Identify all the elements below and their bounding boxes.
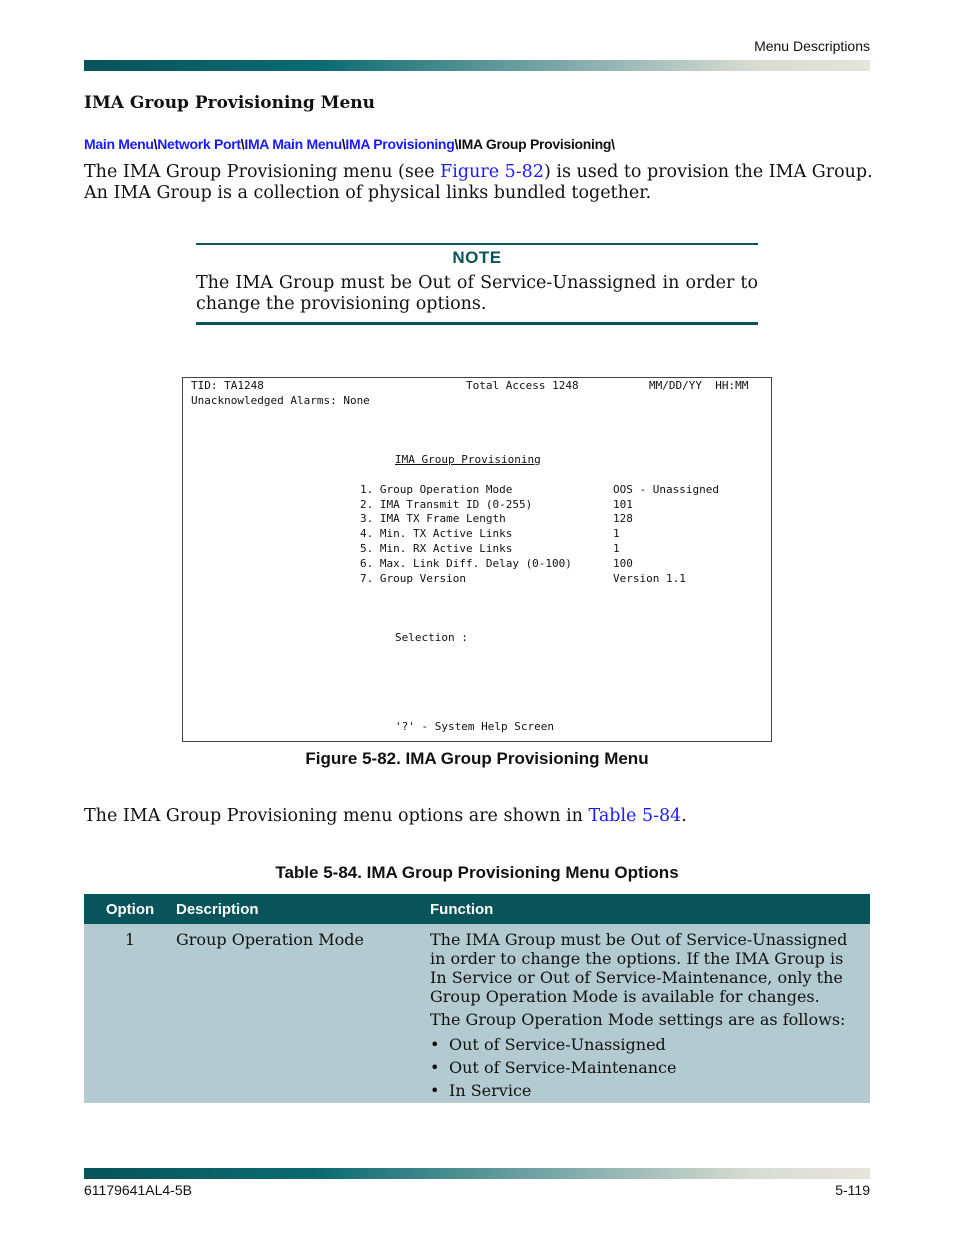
menu-item-value: Version 1.1 bbox=[613, 572, 686, 585]
header-description bbox=[176, 894, 430, 924]
cell-function bbox=[430, 924, 870, 1103]
terminal-help-hint: '?' - System Help Screen bbox=[395, 720, 554, 733]
running-header: Menu Descriptions bbox=[754, 38, 870, 54]
menu-item-label[interactable]: 4. Min. TX Active Links bbox=[360, 527, 513, 540]
figure-link[interactable]: Figure 5-82 bbox=[440, 162, 544, 182]
breadcrumb-current: IMA Group Provisioning\ bbox=[458, 136, 615, 152]
terminal-system-name: Total Access 1248 bbox=[466, 379, 579, 392]
note-text: The IMA Group must be Out of Service-Unassigned in order to change the provisioning options. bbox=[196, 273, 758, 314]
section-title: IMA Group Provisioning Menu bbox=[84, 93, 375, 113]
table-header-row bbox=[84, 894, 870, 924]
intro2-text: The IMA Group Provisioning menu options are shown in bbox=[84, 806, 589, 826]
menu-item-value: 101 bbox=[613, 498, 633, 511]
options-table bbox=[84, 894, 870, 1103]
menu-item-label[interactable]: 1. Group Operation Mode bbox=[360, 483, 513, 496]
breadcrumb-link-main-menu[interactable]: Main Menu bbox=[84, 136, 154, 152]
terminal-screen bbox=[182, 377, 772, 742]
breadcrumb bbox=[84, 136, 615, 152]
function-paragraph: The Group Operation Mode settings are as follows: bbox=[430, 1010, 846, 1029]
menu-item-value: 1 bbox=[613, 542, 620, 555]
table-row bbox=[84, 924, 870, 1103]
table-intro-paragraph bbox=[84, 806, 874, 827]
terminal-datetime: MM/DD/YY HH:MM bbox=[649, 379, 749, 392]
breadcrumb-separator: \ bbox=[240, 136, 245, 152]
menu-item-label[interactable]: 7. Group Version bbox=[360, 572, 466, 585]
footer-page-number: 5-119 bbox=[835, 1182, 870, 1198]
intro-text: ) is used to provision the IMA Group. An IMA Group is a collection of physical links bundled together. bbox=[84, 162, 873, 203]
intro2-text: . bbox=[681, 806, 687, 826]
terminal-alarms: Unacknowledged Alarms: None bbox=[191, 394, 370, 407]
footer-doc-number: 61179641AL4-5B bbox=[84, 1182, 192, 1198]
table-link[interactable]: Table 5-84 bbox=[588, 806, 682, 826]
header-option: Option bbox=[84, 894, 176, 924]
note-box bbox=[196, 243, 758, 325]
menu-item-value: 100 bbox=[613, 557, 633, 570]
breadcrumb-link-ima-provisioning[interactable]: IMA Provisioning bbox=[345, 136, 455, 152]
header-description-label: Description bbox=[176, 900, 259, 918]
breadcrumb-separator: \ bbox=[153, 136, 158, 152]
header-function: Function bbox=[430, 894, 870, 924]
menu-item-value: 1 bbox=[613, 527, 620, 540]
figure-caption: Figure 5-82. IMA Group Provisioning Menu bbox=[305, 749, 649, 768]
menu-item-label[interactable]: 6. Max. Link Diff. Delay (0-100) bbox=[360, 557, 572, 570]
list-item: • Out of Service-Unassigned bbox=[444, 1033, 850, 1056]
terminal-selection-prompt[interactable]: Selection : bbox=[395, 631, 468, 644]
list-item: • Out of Service-Maintenance bbox=[444, 1056, 850, 1079]
settings-list bbox=[430, 1033, 850, 1102]
menu-item-label[interactable]: 3. IMA TX Frame Length bbox=[360, 512, 506, 525]
function-paragraph: The IMA Group must be Out of Service-Unassigned in order to change the options. If the IMA Group is In Service or Out of Service-Maintenance, only the Group Operation Mode is available for changes. bbox=[430, 930, 848, 1006]
cell-description: Group Operation Mode bbox=[176, 924, 430, 1103]
note-title: NOTE bbox=[452, 248, 502, 267]
table-caption: Table 5-84. IMA Group Provisioning Menu Options bbox=[275, 863, 679, 882]
cell-option: 1 bbox=[84, 924, 176, 1103]
breadcrumb-link-network-port[interactable]: Network Port bbox=[157, 136, 241, 152]
terminal-menu-title: IMA Group Provisioning bbox=[395, 453, 541, 466]
breadcrumb-link-ima-main-menu[interactable]: IMA Main Menu bbox=[244, 136, 342, 152]
intro-paragraph bbox=[84, 162, 874, 204]
terminal-tid: TID: TA1248 bbox=[191, 379, 264, 392]
menu-item-label[interactable]: 5. Min. RX Active Links bbox=[360, 542, 513, 555]
breadcrumb-separator: \ bbox=[454, 136, 459, 152]
footer-rule bbox=[84, 1168, 870, 1179]
header-rule bbox=[84, 60, 870, 71]
breadcrumb-separator: \ bbox=[341, 136, 346, 152]
list-item: • In Service bbox=[444, 1079, 850, 1102]
intro-text: The IMA Group Provisioning menu (see bbox=[84, 162, 441, 182]
menu-item-value: OOS - Unassigned bbox=[613, 483, 719, 496]
menu-item-value: 128 bbox=[613, 512, 633, 525]
menu-item-label[interactable]: 2. IMA Transmit ID (0-255) bbox=[360, 498, 533, 511]
